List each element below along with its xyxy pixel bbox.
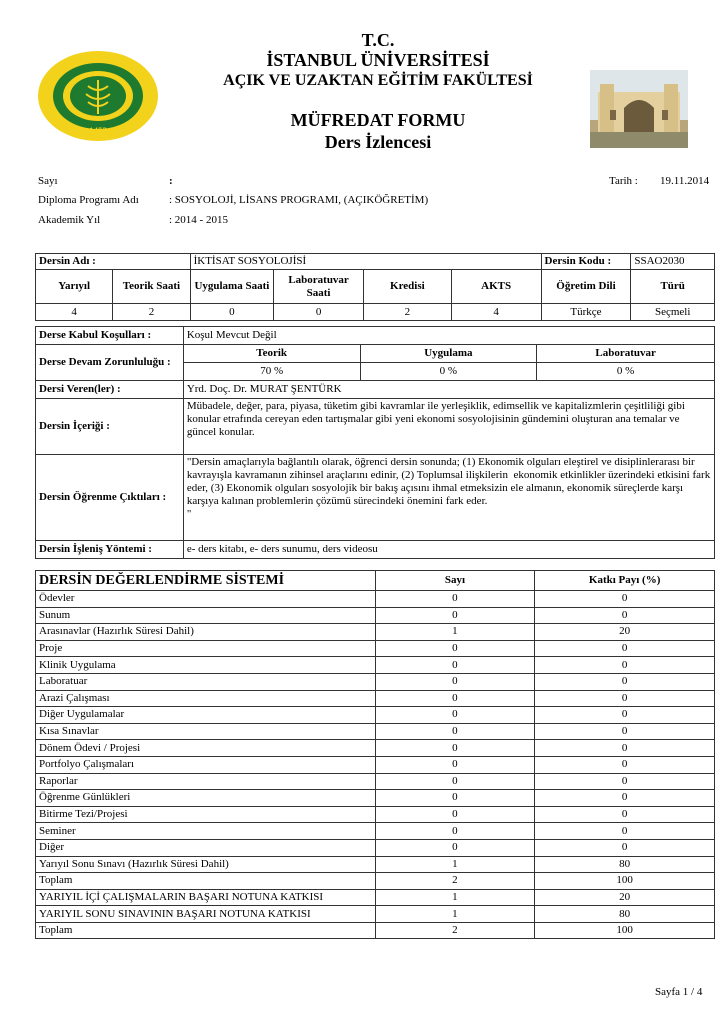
evaluation-item-name: Portfolyo Çalışmaları <box>36 756 376 773</box>
ders-kodu-value: SSAO2030 <box>631 254 715 270</box>
col-laboratuvar-saati: Laboratuvar Saati <box>274 270 364 304</box>
col-kredisi: Kredisi <box>363 270 451 304</box>
evaluation-item-katki: 0 <box>535 823 715 840</box>
evaluation-item-sayi: 0 <box>375 806 535 823</box>
evaluation-item-name: Toplam <box>36 873 376 890</box>
isleyis-label: Dersin İşleniş Yöntemi : <box>36 541 184 559</box>
evaluation-item-katki: 0 <box>535 591 715 608</box>
evaluation-item-sayi: 1 <box>375 889 535 906</box>
val-yariyil: 4 <box>36 304 113 321</box>
evaluation-item-katki: 0 <box>535 756 715 773</box>
col-uygulama-saati: Uygulama Saati <box>190 270 274 304</box>
tarih-value: 19.11.2014 <box>660 175 710 187</box>
icerik-value: Mübadele, değer, para, piyasa, tüketim gibi kavramlar ile yerleşiklik, edimsellik ve kapitalizmlerin çeşitliliği gibi konular etrafında cereyan eden tartışmalar gibi yeni ekonomi sosyolojisinin gündemini oluşturan ana temalar ve güncel konular. <box>183 399 714 455</box>
evaluation-row <box>36 624 715 641</box>
isleyis-value: e- ders kitabı, e- ders sunumu, ders videosu <box>183 541 714 559</box>
evaluation-item-name: Toplam <box>36 922 376 939</box>
evaluation-item-sayi: 0 <box>375 839 535 856</box>
evaluation-item-name: Öğrenme Günlükleri <box>36 790 376 807</box>
evaluation-row <box>36 607 715 624</box>
tarih-label: Tarih : <box>609 175 638 187</box>
evaluation-item-name: Proje <box>36 640 376 657</box>
evaluation-item-name: Arazi Çalışması <box>36 690 376 707</box>
evaluation-item-name: Sunum <box>36 607 376 624</box>
kabul-label: Derse Kabul Koşulları : <box>36 327 184 345</box>
ders-adi-label: Dersin Adı : <box>36 254 191 270</box>
veren-value: Yrd. Doç. Dr. MURAT ŞENTÜRK <box>183 381 714 399</box>
diploma-label: Diploma Programı Adı <box>38 194 139 206</box>
evaluation-row <box>36 707 715 724</box>
val-kredisi: 2 <box>363 304 451 321</box>
evaluation-item-katki: 100 <box>535 873 715 890</box>
val-laboratuvar-saati: 0 <box>274 304 364 321</box>
page-number: Sayfa 1 / 4 <box>655 986 703 998</box>
evaluation-row <box>36 806 715 823</box>
val-uygulama-saati: 0 <box>190 304 274 321</box>
evaluation-row <box>36 856 715 873</box>
cikti-label: Dersin Öğrenme Çıktıları : <box>36 455 184 541</box>
val-turu: Seçmeli <box>631 304 715 321</box>
icerik-label: Dersin İçeriği : <box>36 399 184 455</box>
evaluation-item-katki: 80 <box>535 856 715 873</box>
evaluation-row <box>36 906 715 923</box>
evaluation-row <box>36 790 715 807</box>
evaluation-item-name: Arasınavlar (Hazırlık Süresi Dahil) <box>36 624 376 641</box>
svg-text:1453: 1453 <box>89 126 107 136</box>
val-ogretim-dili: Türkçe <box>541 304 631 321</box>
devam-uygulama-value: 0 % <box>360 363 537 381</box>
evaluation-item-katki: 0 <box>535 673 715 690</box>
akademik-yil-label: Akademik Yıl <box>38 214 101 226</box>
evaluation-item-katki: 0 <box>535 740 715 757</box>
evaluation-item-katki: 0 <box>535 790 715 807</box>
evaluation-item-sayi: 0 <box>375 591 535 608</box>
evaluation-item-katki: 0 <box>535 657 715 674</box>
evaluation-item-sayi: 0 <box>375 640 535 657</box>
header-tc: T.C. <box>361 30 395 50</box>
val-teorik-saati: 2 <box>113 304 190 321</box>
form-title: MÜFREDAT FORMU <box>290 110 466 130</box>
devam-label: Derse Devam Zorunluluğu : <box>36 345 184 381</box>
evaluation-item-katki: 0 <box>535 839 715 856</box>
evaluation-row <box>36 657 715 674</box>
evaluation-item-sayi: 1 <box>375 906 535 923</box>
evaluation-row <box>36 690 715 707</box>
evaluation-item-katki: 80 <box>535 906 715 923</box>
evaluation-item-sayi: 0 <box>375 790 535 807</box>
evaluation-item-sayi: 0 <box>375 723 535 740</box>
course-details-table <box>35 326 715 559</box>
evaluation-col-sayi: Sayı <box>375 571 535 591</box>
veren-label: Dersi Veren(ler) : <box>36 381 184 399</box>
evaluation-item-sayi: 0 <box>375 607 535 624</box>
evaluation-item-sayi: 0 <box>375 740 535 757</box>
evaluation-row <box>36 823 715 840</box>
evaluation-item-katki: 0 <box>535 640 715 657</box>
kabul-value: Koşul Mevcut Değil <box>183 327 714 345</box>
evaluation-item-sayi: 0 <box>375 707 535 724</box>
evaluation-item-sayi: 1 <box>375 856 535 873</box>
ders-kodu-label: Dersin Kodu : <box>541 254 631 270</box>
col-ogretim-dili: Öğretim Dili <box>541 270 631 304</box>
evaluation-item-katki: 0 <box>535 690 715 707</box>
evaluation-item-name: Laboratuar <box>36 673 376 690</box>
evaluation-item-katki: 0 <box>535 723 715 740</box>
cikti-value: "Dersin amaçlarıyla bağlantılı olarak, öğrenci dersin sonunda; (1) Ekonomik olguları eleştirel ve disiplinlerarası bir kavrayışla kavramanın zihinsel araçlarını edinir, (2) Toplumsal ilişkilerin ekonomik etkinlikler üzerindeki etkisini fark eder, (3) Ekonomik olguları sosyolojik bir bakış açısını ihmal etmeksizin ele almanın, ekonomik süreçlerde karşı karşıya kalınan problemlerin çözümü sürecindeki önemini fark eder. " <box>183 455 714 541</box>
header-university: İSTANBUL ÜNİVERSİTESİ <box>266 50 490 70</box>
col-turu: Türü <box>631 270 715 304</box>
akademik-yil-value: : 2014 - 2015 <box>169 214 228 226</box>
evaluation-row <box>36 922 715 939</box>
evaluation-item-sayi: 2 <box>375 873 535 890</box>
evaluation-item-katki: 100 <box>535 922 715 939</box>
evaluation-row <box>36 889 715 906</box>
evaluation-item-sayi: 0 <box>375 756 535 773</box>
evaluation-item-name: Diğer Uygulamalar <box>36 707 376 724</box>
diploma-value: : SOSYOLOJİ, LİSANS PROGRAMI, (AÇIKÖĞRETİM) <box>169 194 429 206</box>
evaluation-row <box>36 723 715 740</box>
evaluation-row <box>36 591 715 608</box>
university-building-image <box>590 70 688 148</box>
col-yariyil: Yarıyıl <box>36 270 113 304</box>
evaluation-row <box>36 773 715 790</box>
evaluation-row <box>36 756 715 773</box>
evaluation-item-sayi: 0 <box>375 673 535 690</box>
evaluation-item-name: Bitirme Tezi/Projesi <box>36 806 376 823</box>
evaluation-item-name: Ödevler <box>36 591 376 608</box>
evaluation-item-katki: 0 <box>535 773 715 790</box>
col-akts: AKTS <box>451 270 541 304</box>
evaluation-title: DERSİN DEĞERLENDİRME SİSTEMİ <box>36 571 376 591</box>
evaluation-item-katki: 0 <box>535 806 715 823</box>
devam-laboratuvar-value: 0 % <box>537 363 715 381</box>
evaluation-row <box>36 873 715 890</box>
devam-teorik-value: 70 % <box>183 363 360 381</box>
evaluation-item-name: YARIYIL SONU SINAVININ BAŞARI NOTUNA KATKISI <box>36 906 376 923</box>
evaluation-item-katki: 20 <box>535 889 715 906</box>
evaluation-item-name: Diğer <box>36 839 376 856</box>
evaluation-table <box>35 570 715 939</box>
evaluation-row <box>36 839 715 856</box>
evaluation-item-sayi: 2 <box>375 922 535 939</box>
evaluation-item-name: Seminer <box>36 823 376 840</box>
val-akts: 4 <box>451 304 541 321</box>
devam-uygulama-header: Uygulama <box>360 345 537 363</box>
devam-teorik-header: Teorik <box>183 345 360 363</box>
devam-laboratuvar-header: Laboratuvar <box>537 345 715 363</box>
evaluation-item-name: Raporlar <box>36 773 376 790</box>
evaluation-item-katki: 0 <box>535 707 715 724</box>
evaluation-item-sayi: 0 <box>375 690 535 707</box>
evaluation-item-sayi: 0 <box>375 657 535 674</box>
evaluation-item-name: Dönem Ödevi / Projesi <box>36 740 376 757</box>
evaluation-item-sayi: 1 <box>375 624 535 641</box>
evaluation-item-katki: 20 <box>535 624 715 641</box>
evaluation-item-katki: 0 <box>535 607 715 624</box>
evaluation-item-name: Kısa Sınavlar <box>36 723 376 740</box>
col-teorik-saati: Teorik Saati <box>113 270 190 304</box>
evaluation-row <box>36 740 715 757</box>
evaluation-item-name: Klinik Uygulama <box>36 657 376 674</box>
evaluation-item-sayi: 0 <box>375 773 535 790</box>
university-seal-logo <box>35 50 161 140</box>
course-info-table <box>35 253 715 321</box>
evaluation-item-name: YARIYIL İÇİ ÇALIŞMALARIN BAŞARI NOTUNA KATKISI <box>36 889 376 906</box>
evaluation-row <box>36 640 715 657</box>
ders-adi-value: İKTİSAT SOSYOLOJİSİ <box>190 254 541 270</box>
form-subtitle: Ders İzlencesi <box>324 132 432 152</box>
evaluation-item-sayi: 0 <box>375 823 535 840</box>
sayi-colon: : <box>169 175 173 187</box>
evaluation-col-katki: Katkı Payı (%) <box>535 571 715 591</box>
evaluation-item-name: Yarıyıl Sonu Sınavı (Hazırlık Süresi Dahil) <box>36 856 376 873</box>
evaluation-row <box>36 673 715 690</box>
sayi-label: Sayı <box>38 175 58 187</box>
header-faculty: AÇIK VE UZAKTAN EĞİTİM FAKÜLTESİ <box>223 72 533 89</box>
